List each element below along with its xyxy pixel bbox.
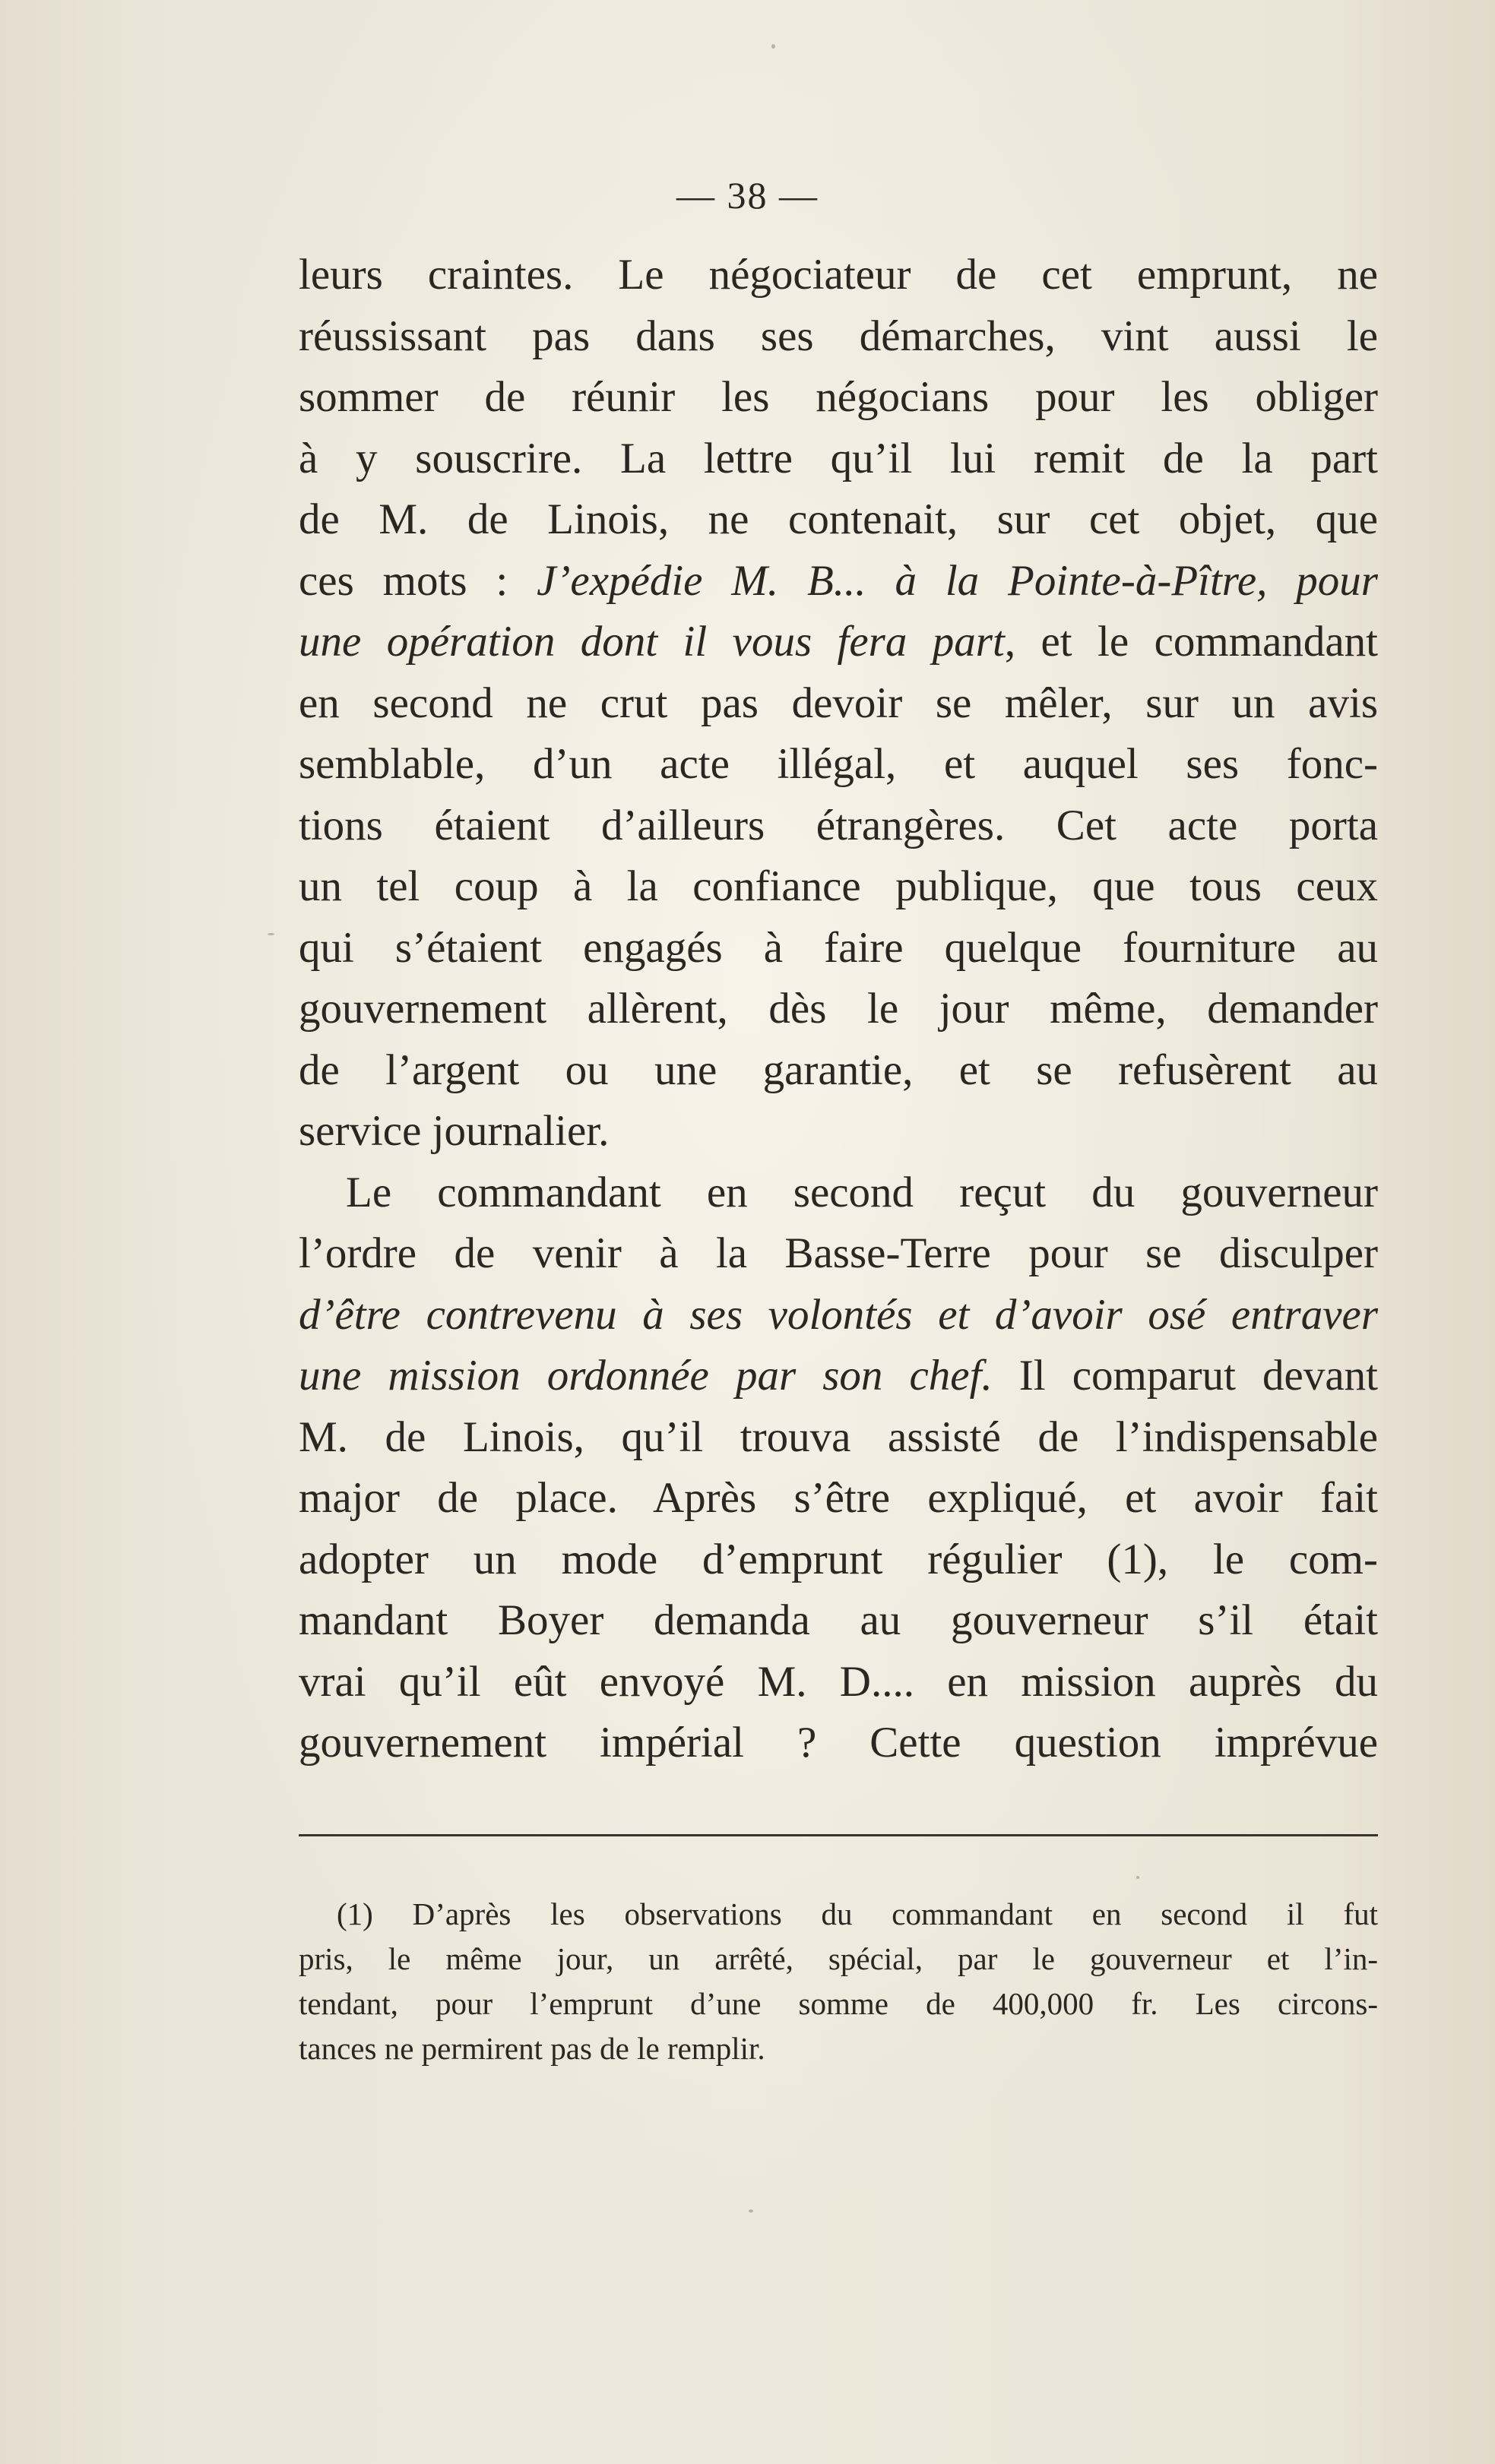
text-line: adopter un mode d’emprunt régulier (1), le com- <box>299 1535 1378 1583</box>
text-line: un tel coup à la confiance publique, que tous ceux <box>299 862 1378 910</box>
text-segment: , et le commandant <box>1004 618 1379 666</box>
text-line <box>299 612 1378 673</box>
paper-speck <box>1136 1876 1139 1879</box>
text-line: à y souscrire. La lettre qu’il lui remit de la part <box>299 434 1378 482</box>
text-line: semblable, d’un acte illégal, et auquel ses fonc- <box>299 740 1378 788</box>
paragraph-start-line: Le commandant en second reçut du gouverneur <box>346 1168 1378 1216</box>
text-line: mandant Boyer demanda au gouverneur s’il était <box>299 1596 1378 1644</box>
footnote-line: (1) D’après les observations du commandant en second il fut <box>337 1896 1378 1931</box>
text-line: leurs craintes. Le négociateur de cet emprunt, ne <box>299 251 1378 299</box>
text-segment: Il comparut devant <box>992 1352 1378 1400</box>
text-line: service journalier. <box>299 1107 610 1155</box>
text-line: en second ne crut pas devoir se mêler, sur un avis <box>299 678 1378 727</box>
text-line: qui s’étaient engagés à faire quelque fourniture au <box>299 923 1378 972</box>
paper-speck <box>268 933 274 935</box>
text-line: major de place. Après s’être expliqué, et avoir fait <box>299 1474 1378 1522</box>
text-line <box>299 1346 1378 1407</box>
text-line: gouvernement impérial ? Cette question imprévue <box>299 1719 1378 1767</box>
text-line: l’ordre de venir à la Basse-Terre pour se disculper <box>299 1229 1378 1277</box>
footnote-line: pris, le même jour, un arrêté, spécial, par le gouverneur et l’in- <box>299 1941 1378 1976</box>
italic-line: d’être contrevenu à ses volontés et d’avoir osé entraver <box>299 1290 1378 1339</box>
footnote-line: tances ne permirent pas de le remplir. <box>299 2031 765 2066</box>
text-line: de M. de Linois, ne contenait, sur cet objet, que <box>299 495 1378 543</box>
text-segment: ces mots : <box>299 556 537 605</box>
footnote <box>299 1892 1378 2071</box>
text-line: de l’argent ou une garantie, et se refusèrent au <box>299 1045 1378 1094</box>
text-line <box>299 551 1378 612</box>
page-number: — 38 — <box>676 174 819 217</box>
text-line: vrai qu’il eût envoyé M. D.... en mission auprès du <box>299 1657 1378 1706</box>
text-line: sommer de réunir les négocians pour les obliger <box>299 373 1378 421</box>
text-line: gouvernement allèrent, dès le jour même, demander <box>299 985 1378 1033</box>
italic-segment: une opération dont il vous fera part <box>299 618 1005 666</box>
text-line: M. de Linois, qu’il trouva assisté de l’indispensable <box>299 1412 1378 1461</box>
paper-speck <box>771 44 775 49</box>
footnote-rule <box>299 1834 1378 1836</box>
text-line: tions étaient d’ailleurs étrangères. Cet acte porta <box>299 801 1378 849</box>
footnote-line: tendant, pour l’emprunt d’une somme de 400,000 fr. Les circons- <box>299 1986 1378 2021</box>
text-line: réussissant pas dans ses démarches, vint aussi le <box>299 312 1378 360</box>
italic-segment: une mission ordonnée par son chef. <box>299 1352 993 1400</box>
main-text <box>299 245 1378 1774</box>
italic-segment: J’expédie M. B... à la Pointe-à-Pître, pour <box>537 556 1378 605</box>
paper-speck <box>749 2209 753 2213</box>
